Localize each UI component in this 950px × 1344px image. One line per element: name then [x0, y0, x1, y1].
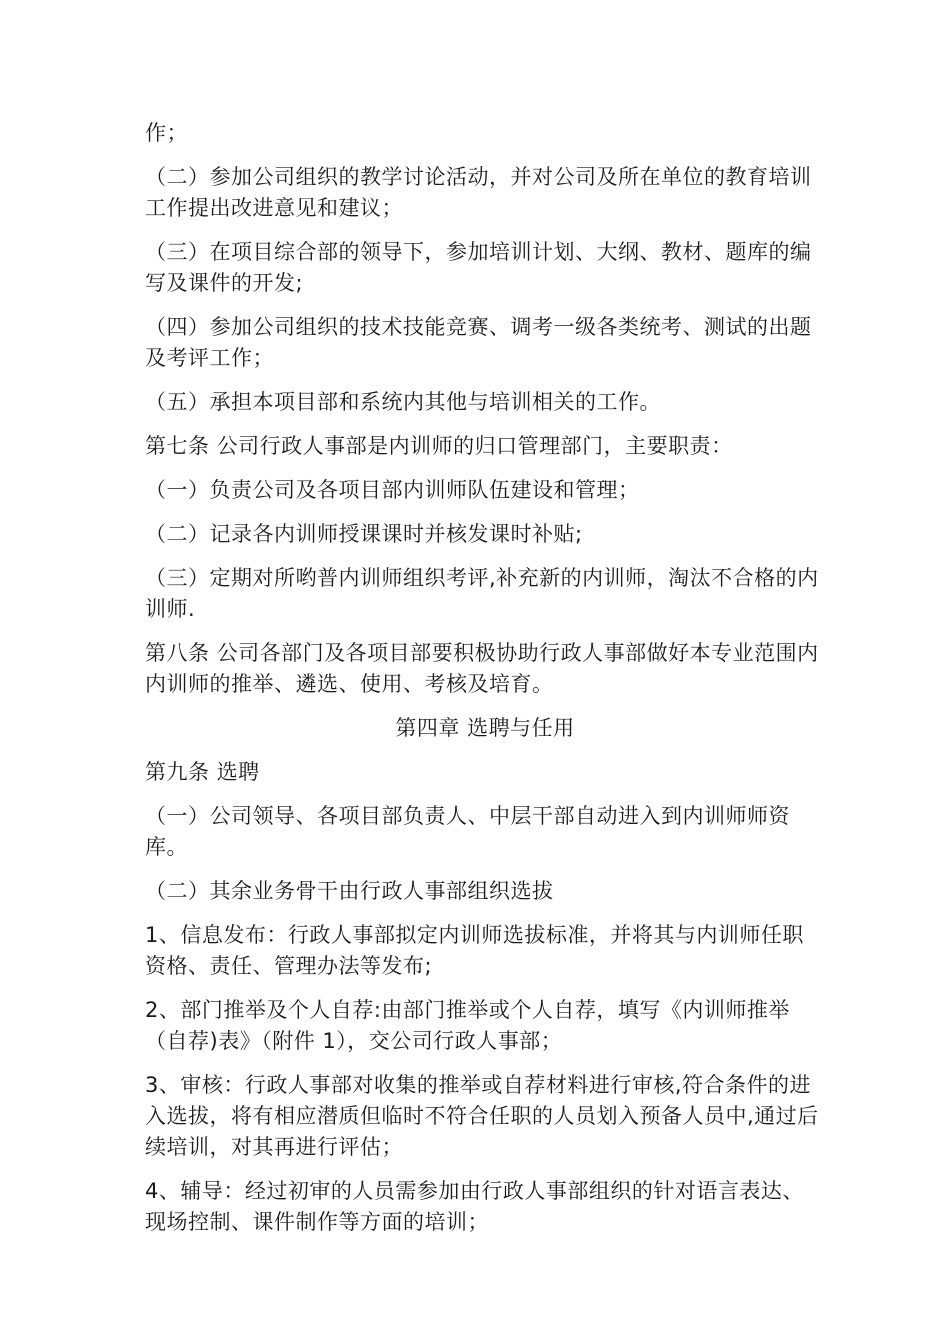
- paragraph-item-5: （五）承担本项目部和系统内其他与培训相关的工作。: [145, 390, 661, 414]
- article-9: 第九条 选聘: [145, 760, 260, 784]
- step-3: 3、审核：行政人事部对收集的推举或自荐材料进行审核,符合条件的进入选拔，将有相应潜质但临时不符合任职的人员划入预备人员中,通过后续培训，对其再进行评估；: [145, 1073, 819, 1159]
- article-7-item-3: （三）定期对所哟普内训师组织考评,补充新的内训师，淘汰不合格的内训师.: [145, 566, 819, 621]
- article-7: 第七条 公司行政人事部是内训师的归口管理部门，主要职责：: [145, 434, 733, 458]
- chapter-heading: 第四章 选聘与任用: [395, 716, 575, 740]
- article-9-item-1: （一）公司领导、各项目部负责人、中层干部自动进入到内训师师资库。: [145, 804, 790, 859]
- paragraph-fragment: 作；: [145, 121, 188, 145]
- paragraph-item-2: （二）参加公司组织的教学讨论活动，并对公司及所在单位的教育培训工作提出改进意见和建议；: [145, 165, 812, 220]
- step-1: 1、信息发布：行政人事部拟定内训师选拔标准，并将其与内训师任职资格、责任、管理办法等发布;: [145, 923, 804, 978]
- document-body: [145, 118, 825, 1251]
- step-2: 2、部门推举及个人自荐:由部门推举或个人自荐，填写《内训师推举（自荐)表》（附件 1），交公司行政人事部；: [145, 998, 790, 1053]
- step-4: 4、辅导：经过初审的人员需参加由行政人事部组织的针对语言表达、现场控制、课件制作等方面的培训；: [145, 1179, 804, 1234]
- article-9-item-2: （二）其余业务骨干由行政人事部组织选拔: [145, 879, 554, 903]
- article-7-item-2: （二）记录各内训师授课课时并核发课时补贴;: [145, 522, 583, 546]
- paragraph-item-4: （四）参加公司组织的技术技能竞赛、调考一级各类统考、测试的出题及考评工作；: [145, 315, 812, 370]
- article-7-item-1: （一）负责公司及各项目部内训师队伍建设和管理；: [145, 478, 640, 502]
- paragraph-item-3: （三）在项目综合部的领导下，参加培训计划、大纲、教材、题库的编写及课件的开发;: [145, 240, 812, 295]
- article-8: 第八条 公司各部门及各项目部要积极协助行政人事部做好本专业范围内内训师的推举、遴选、使用、考核及培育。: [145, 641, 819, 696]
